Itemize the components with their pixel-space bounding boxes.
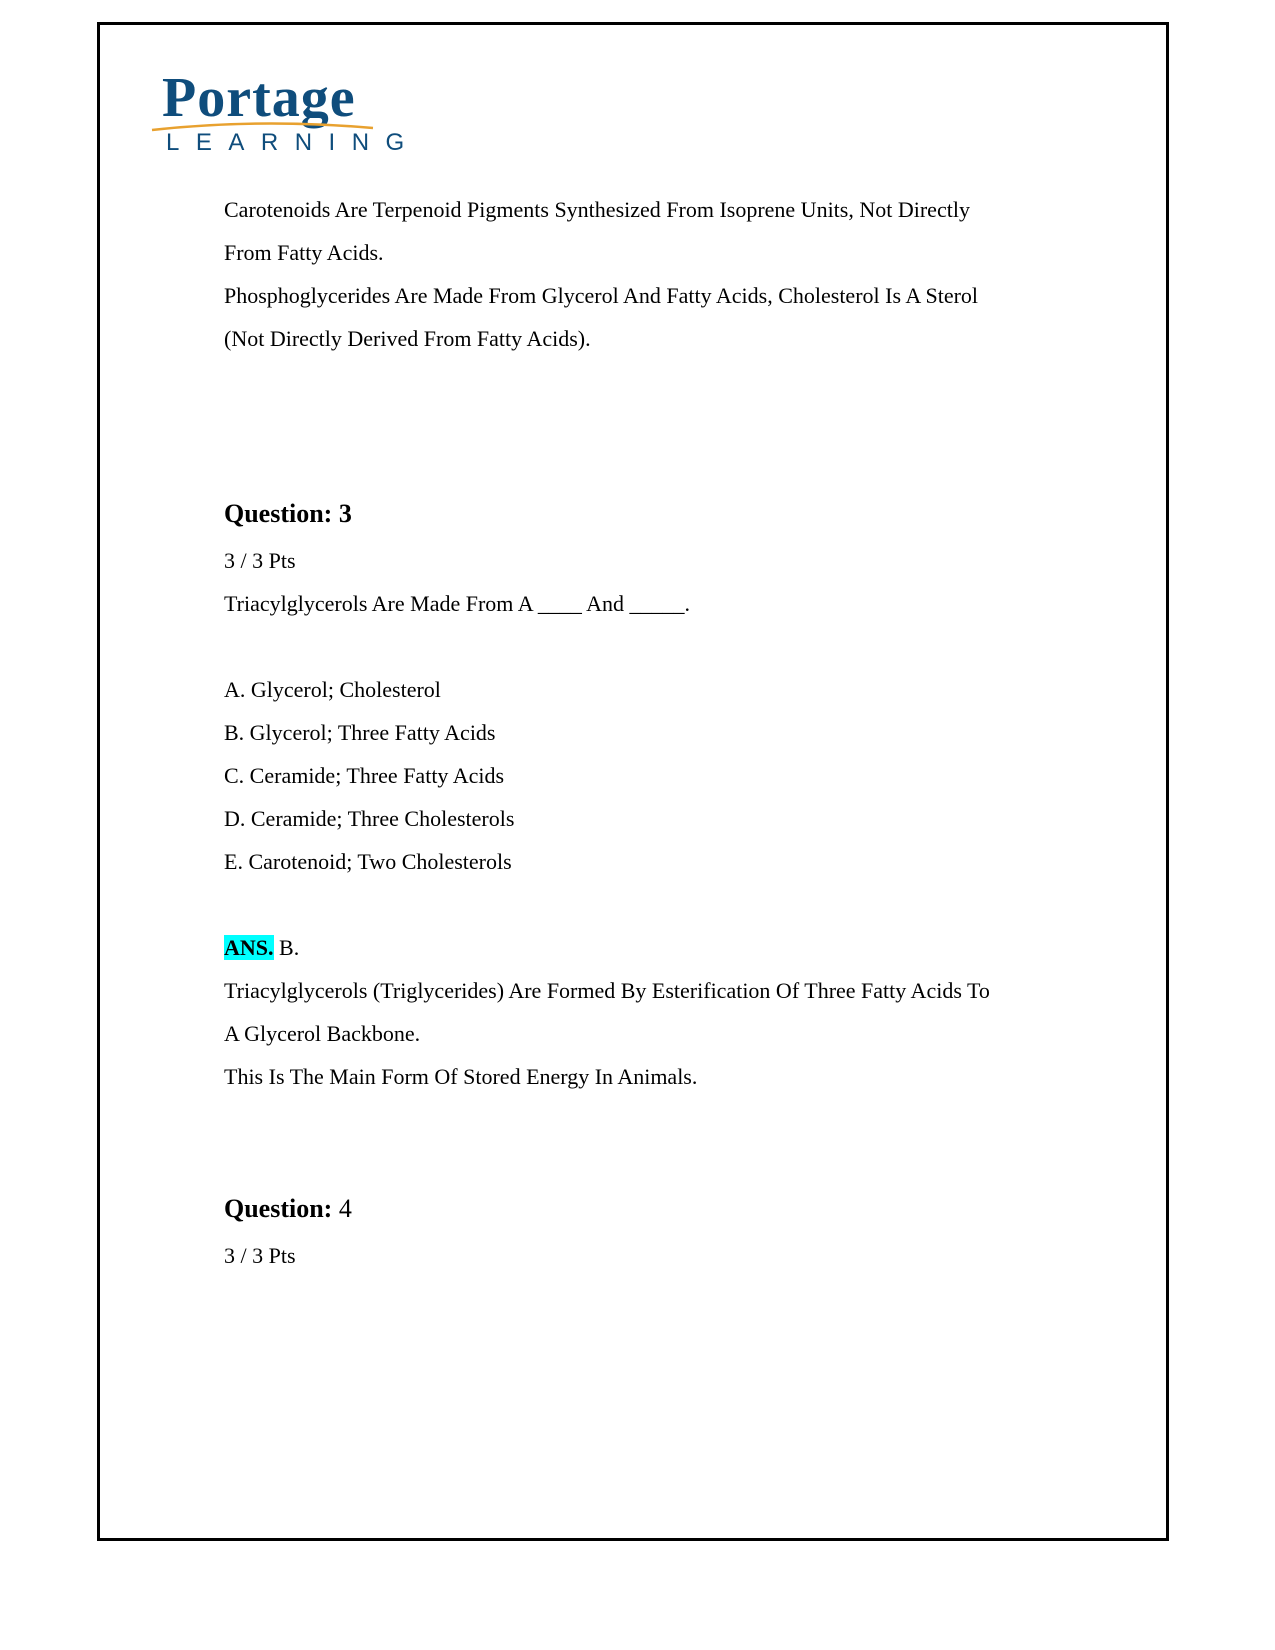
option-e: E. Carotenoid; Two Cholesterols bbox=[224, 849, 512, 874]
question-3-prompt: Triacylglycerols Are Made From A ____ And _____. bbox=[224, 591, 691, 616]
question-4-heading bbox=[224, 1184, 1124, 1234]
option-c: C. Ceramide; Three Fatty Acids bbox=[224, 763, 505, 788]
explanation-line-1: Triacylglycerols (Triglycerides) Are Formed By Esterification Of Three Fatty Acids To bbox=[224, 978, 990, 1003]
intro-line-1: Carotenoids Are Terpenoid Pigments Synthesized From Isoprene Units, Not Directly bbox=[224, 197, 970, 222]
option-a: A. Glycerol; Cholesterol bbox=[224, 677, 441, 702]
option-b: B. Glycerol; Three Fatty Acids bbox=[224, 720, 496, 745]
intro-line-4: (Not Directly Derived From Fatty Acids). bbox=[224, 326, 591, 351]
question-3-points: 3 / 3 Pts bbox=[224, 548, 296, 573]
question-4-points: 3 / 3 Pts bbox=[224, 1243, 296, 1268]
answer-value: B. bbox=[273, 935, 300, 960]
intro-line-2: From Fatty Acids. bbox=[224, 240, 384, 265]
intro-line-3: Phosphoglycerides Are Made From Glycerol And Fatty Acids, Cholesterol Is A Sterol bbox=[224, 283, 979, 308]
question-number: 4 bbox=[338, 1194, 352, 1223]
logo-subtitle: LEARNING bbox=[166, 129, 421, 156]
question-label: Question: bbox=[224, 499, 333, 528]
answer-label: ANS. bbox=[224, 935, 274, 960]
question-3-heading bbox=[224, 489, 1124, 539]
portage-learning-logo bbox=[150, 67, 421, 158]
explanation-line-3: This Is The Main Form Of Stored Energy In Animals. bbox=[224, 1064, 698, 1089]
logo-wordmark: Portage bbox=[162, 67, 356, 129]
explanation-line-2: A Glycerol Backbone. bbox=[224, 1021, 421, 1046]
question-number: 3 bbox=[338, 499, 352, 528]
option-d: D. Ceramide; Three Cholesterols bbox=[224, 806, 515, 831]
question-label: Question: bbox=[224, 1194, 333, 1223]
answer-line bbox=[224, 926, 1124, 969]
document-body bbox=[224, 188, 1124, 1277]
